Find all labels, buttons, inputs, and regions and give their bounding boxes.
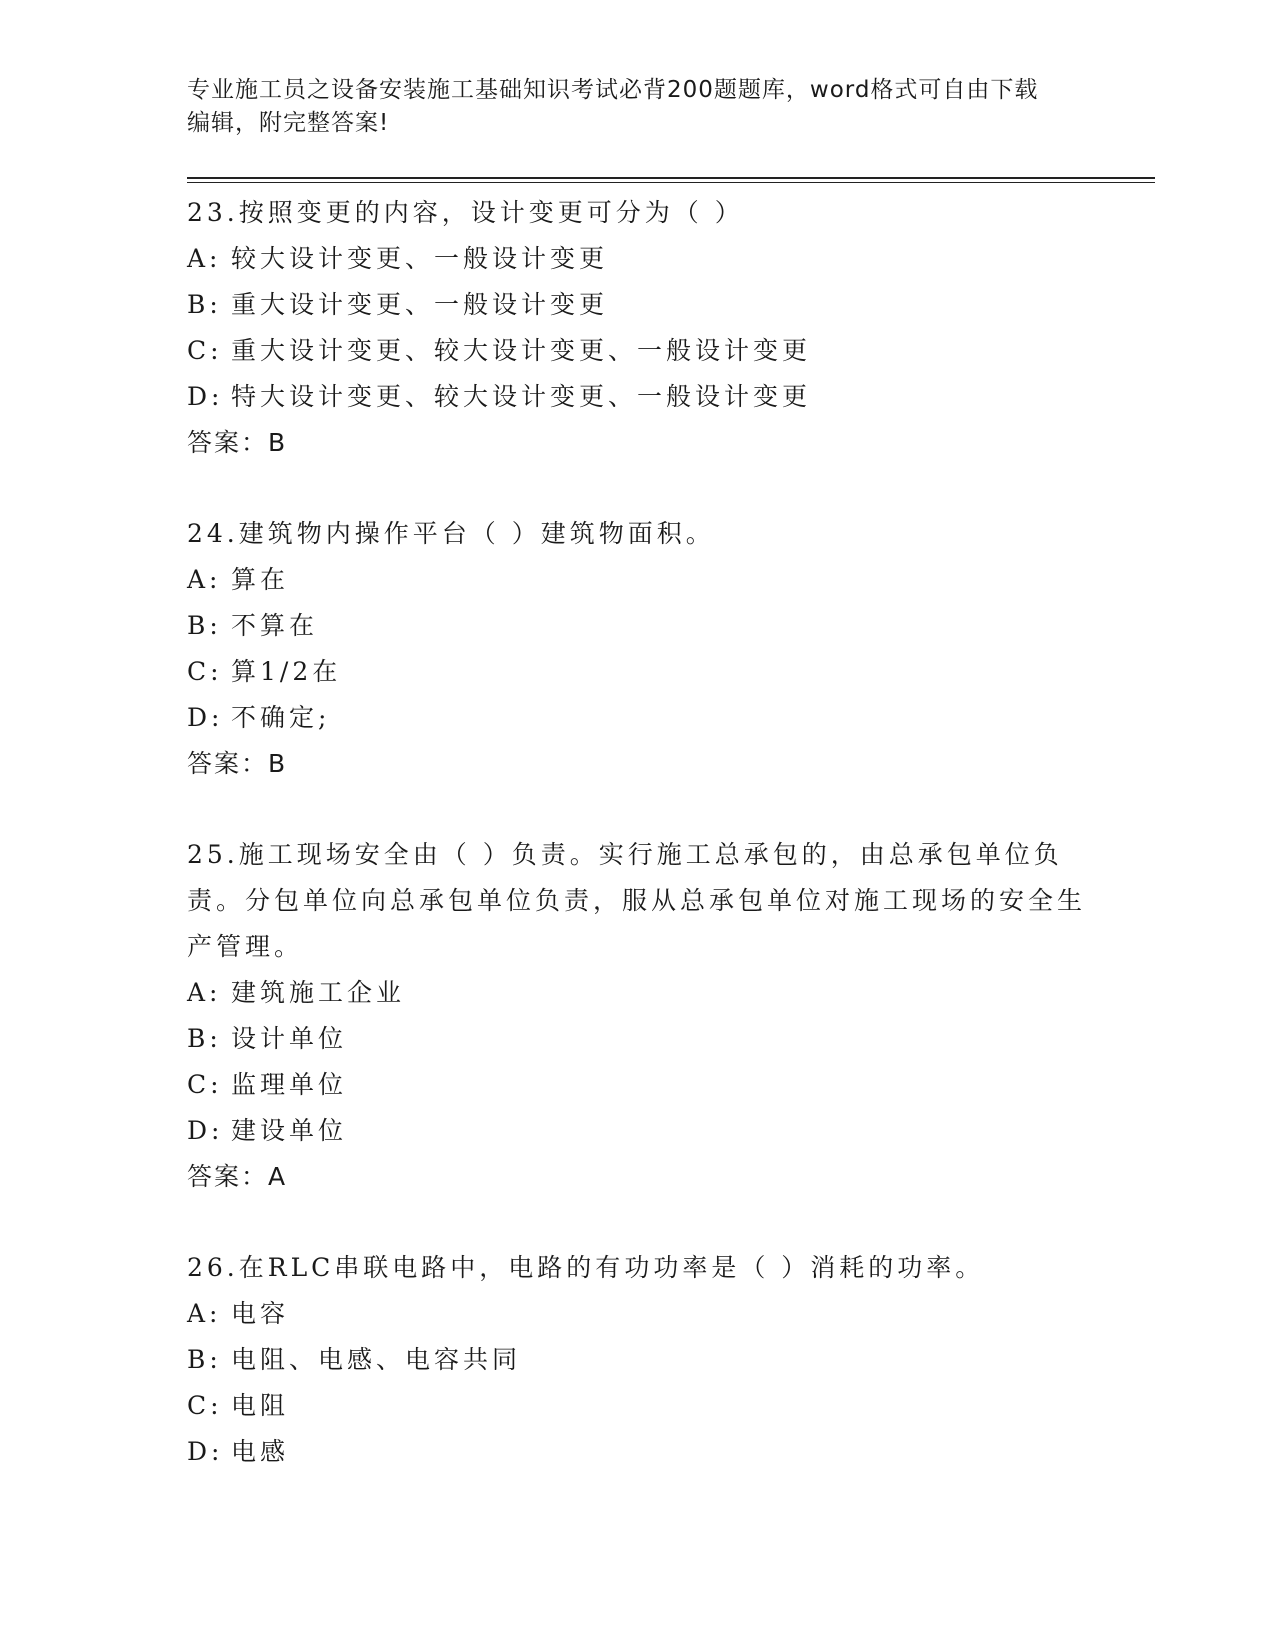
option-text: 不确定;: [231, 703, 331, 732]
document-header: [187, 74, 1087, 140]
option-key: B:: [187, 1024, 222, 1053]
option-key: D:: [187, 1116, 224, 1145]
option-text: 电阻: [231, 1391, 290, 1420]
option-c: [187, 649, 1087, 695]
option-d: [187, 374, 1087, 420]
option-d: [187, 695, 1087, 741]
option-c: [187, 1383, 1087, 1429]
answer-line: 答案：B: [187, 428, 288, 457]
question-stem: 23.按照变更的内容，设计变更可分为（ ）: [187, 198, 744, 227]
option-text: 电阻、电感、电容共同: [231, 1345, 522, 1374]
option-key: D:: [187, 703, 224, 732]
option-key: B:: [187, 1345, 222, 1374]
option-d: [187, 1429, 1087, 1475]
option-text: 重大设计变更、一般设计变更: [231, 290, 609, 319]
option-text: 监理单位: [231, 1070, 348, 1099]
option-key: A:: [187, 565, 222, 594]
header-divider-thin: [187, 182, 1155, 183]
question-list: [187, 190, 1087, 1520]
option-key: C:: [187, 336, 223, 365]
answer-line: 答案：A: [187, 1162, 288, 1191]
option-key: C:: [187, 657, 223, 686]
option-c: [187, 328, 1087, 374]
option-key: D:: [187, 382, 224, 411]
question-26: [187, 1245, 1087, 1475]
header-title-line-2: 编辑，附完整答案!: [187, 110, 390, 136]
option-key: C:: [187, 1391, 223, 1420]
option-key: D:: [187, 1437, 224, 1466]
option-key: A:: [187, 244, 222, 273]
option-text: 重大设计变更、较大设计变更、一般设计变更: [231, 336, 812, 365]
option-text: 算在: [231, 565, 290, 594]
option-text: 设计单位: [231, 1024, 348, 1053]
question-stem: 24.建筑物内操作平台（ ）建筑物面积。: [187, 519, 715, 548]
option-a: [187, 1291, 1087, 1337]
option-b: [187, 1337, 1087, 1383]
option-b: [187, 1016, 1087, 1062]
option-a: [187, 557, 1087, 603]
option-key: A:: [187, 978, 222, 1007]
option-a: [187, 970, 1087, 1016]
option-key: C:: [187, 1070, 223, 1099]
option-key: B:: [187, 290, 222, 319]
option-text: 不算在: [231, 611, 319, 640]
question-25: [187, 832, 1087, 1200]
option-key: A:: [187, 1299, 222, 1328]
option-text: 算1/2在: [231, 657, 342, 686]
option-b: [187, 282, 1087, 328]
option-text: 电容: [231, 1299, 290, 1328]
option-text: 建设单位: [231, 1116, 348, 1145]
option-b: [187, 603, 1087, 649]
option-text: 电感: [231, 1437, 290, 1466]
option-text: 特大设计变更、较大设计变更、一般设计变更: [231, 382, 812, 411]
question-24: [187, 511, 1087, 787]
option-d: [187, 1108, 1087, 1154]
option-text: 较大设计变更、一般设计变更: [231, 244, 609, 273]
option-key: B:: [187, 611, 222, 640]
header-title-line-1: 专业施工员之设备安装施工基础知识考试必背200题题库，word格式可自由下载: [187, 77, 1039, 103]
option-a: [187, 236, 1087, 282]
question-23: [187, 190, 1087, 466]
option-text: 建筑施工企业: [231, 978, 406, 1007]
answer-line: 答案：B: [187, 749, 288, 778]
option-c: [187, 1062, 1087, 1108]
header-divider-thick: [187, 177, 1155, 179]
question-stem: 26.在RLC串联电路中，电路的有功功率是（ ）消耗的功率。: [187, 1253, 985, 1282]
question-stem: 25.施工现场安全由（ ）负责。实行施工总承包的，由总承包单位负责。分包单位向总承包单位负责，服从总承包单位对施工现场的安全生产管理。: [187, 840, 1087, 961]
